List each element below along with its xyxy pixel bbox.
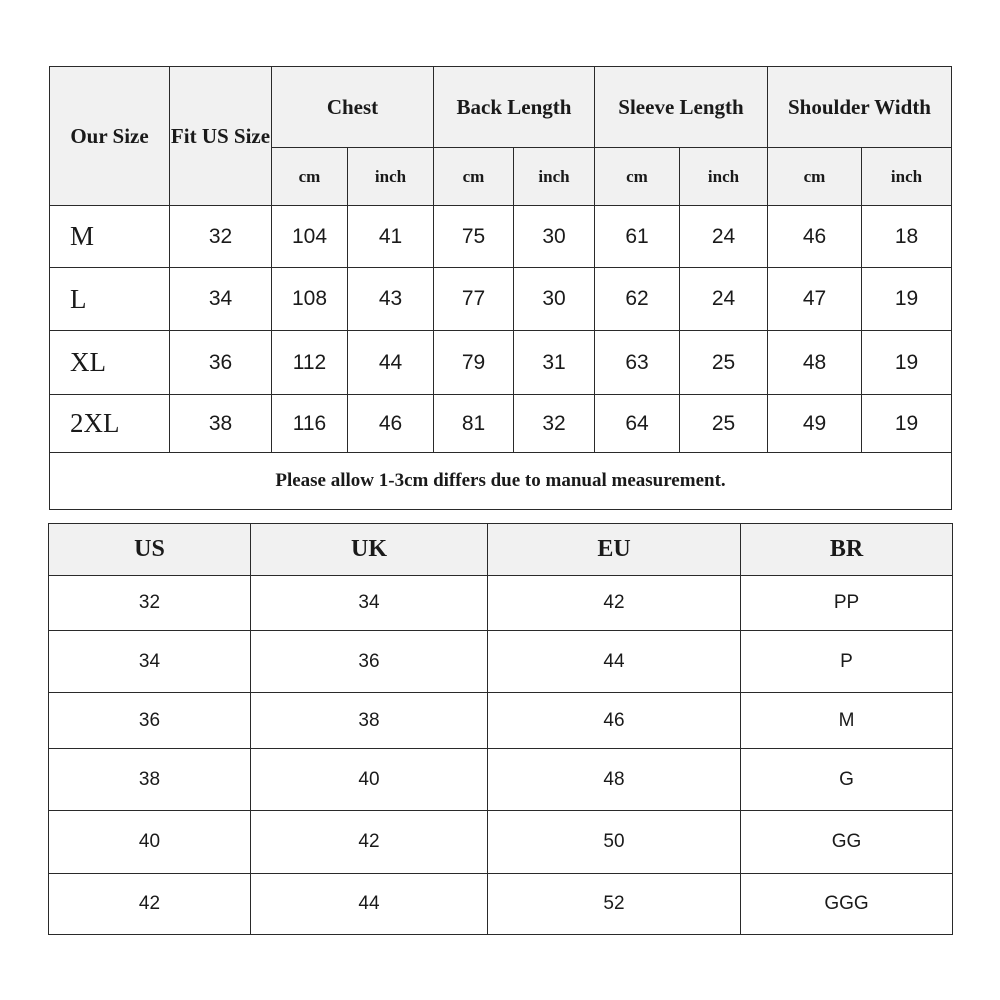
header-uk: UK: [251, 524, 488, 576]
sleeve-inch-value: 25: [680, 331, 768, 395]
shoulder-cm-value: 47: [768, 268, 862, 331]
sleeve-cm-value: 63: [595, 331, 680, 395]
sleeve-cm-value: 62: [595, 268, 680, 331]
sleeve-cm-value: 64: [595, 395, 680, 453]
shoulder-inch-value: 19: [862, 395, 952, 453]
br-value: P: [741, 631, 953, 693]
size-chart-table: [49, 66, 952, 510]
size-row-2xl: [50, 395, 952, 453]
br-value: GGG: [741, 874, 953, 935]
note-row: [50, 453, 952, 510]
conversion-row: [49, 693, 953, 749]
uk-value: 36: [251, 631, 488, 693]
chest-inch-value: 46: [348, 395, 434, 453]
header-br: BR: [741, 524, 953, 576]
header-back-length: Back Length: [434, 67, 595, 148]
uk-value: 44: [251, 874, 488, 935]
fit-us-value: 38: [170, 395, 272, 453]
uk-value: 42: [251, 811, 488, 874]
us-value: 38: [49, 749, 251, 811]
back-inch-value: 30: [514, 268, 595, 331]
size-label: M: [50, 206, 170, 268]
shoulder-inch-value: 19: [862, 331, 952, 395]
size-label: 2XL: [50, 395, 170, 453]
back-cm-value: 75: [434, 206, 514, 268]
unit-shoulder-inch: inch: [862, 148, 952, 206]
fit-us-value: 32: [170, 206, 272, 268]
sleeve-inch-value: 24: [680, 206, 768, 268]
measurement-note: Please allow 1-3cm differs due to manual measurement.: [50, 453, 952, 510]
conversion-row: [49, 631, 953, 693]
back-cm-value: 77: [434, 268, 514, 331]
chest-cm-value: 112: [272, 331, 348, 395]
fit-us-value: 34: [170, 268, 272, 331]
header-our-size: Our Size: [50, 67, 170, 206]
us-value: 36: [49, 693, 251, 749]
br-value: GG: [741, 811, 953, 874]
size-row-m: [50, 206, 952, 268]
size-row-xl: [50, 331, 952, 395]
unit-chest-inch: inch: [348, 148, 434, 206]
eu-value: 46: [488, 693, 741, 749]
shoulder-cm-value: 49: [768, 395, 862, 453]
shoulder-inch-value: 18: [862, 206, 952, 268]
chest-cm-value: 104: [272, 206, 348, 268]
uk-value: 34: [251, 576, 488, 631]
size-label: L: [50, 268, 170, 331]
shoulder-cm-value: 46: [768, 206, 862, 268]
size-row-l: [50, 268, 952, 331]
us-value: 42: [49, 874, 251, 935]
us-value: 34: [49, 631, 251, 693]
shoulder-cm-value: 48: [768, 331, 862, 395]
header-shoulder-width: Shoulder Width: [768, 67, 952, 148]
eu-value: 52: [488, 874, 741, 935]
eu-value: 44: [488, 631, 741, 693]
header-fit-us-size: Fit US Size: [170, 67, 272, 206]
shoulder-inch-value: 19: [862, 268, 952, 331]
unit-chest-cm: cm: [272, 148, 348, 206]
chest-cm-value: 108: [272, 268, 348, 331]
fit-us-value: 36: [170, 331, 272, 395]
conversion-row: [49, 874, 953, 935]
chest-inch-value: 41: [348, 206, 434, 268]
uk-value: 38: [251, 693, 488, 749]
eu-value: 48: [488, 749, 741, 811]
unit-back-cm: cm: [434, 148, 514, 206]
header-chest: Chest: [272, 67, 434, 148]
unit-back-inch: inch: [514, 148, 595, 206]
eu-value: 42: [488, 576, 741, 631]
us-value: 40: [49, 811, 251, 874]
sleeve-inch-value: 25: [680, 395, 768, 453]
size-label: XL: [50, 331, 170, 395]
br-value: G: [741, 749, 953, 811]
us-value: 32: [49, 576, 251, 631]
header-sleeve-length: Sleeve Length: [595, 67, 768, 148]
chest-cm-value: 116: [272, 395, 348, 453]
conversion-row: [49, 576, 953, 631]
sleeve-cm-value: 61: [595, 206, 680, 268]
size-conversion-table: [48, 523, 953, 935]
conversion-row: [49, 811, 953, 874]
back-cm-value: 81: [434, 395, 514, 453]
header-us: US: [49, 524, 251, 576]
back-inch-value: 32: [514, 395, 595, 453]
uk-value: 40: [251, 749, 488, 811]
chest-inch-value: 44: [348, 331, 434, 395]
chest-inch-value: 43: [348, 268, 434, 331]
header-eu: EU: [488, 524, 741, 576]
conversion-row: [49, 749, 953, 811]
back-inch-value: 31: [514, 331, 595, 395]
back-cm-value: 79: [434, 331, 514, 395]
br-value: PP: [741, 576, 953, 631]
sleeve-inch-value: 24: [680, 268, 768, 331]
unit-shoulder-cm: cm: [768, 148, 862, 206]
unit-sleeve-cm: cm: [595, 148, 680, 206]
back-inch-value: 30: [514, 206, 595, 268]
br-value: M: [741, 693, 953, 749]
unit-sleeve-inch: inch: [680, 148, 768, 206]
eu-value: 50: [488, 811, 741, 874]
